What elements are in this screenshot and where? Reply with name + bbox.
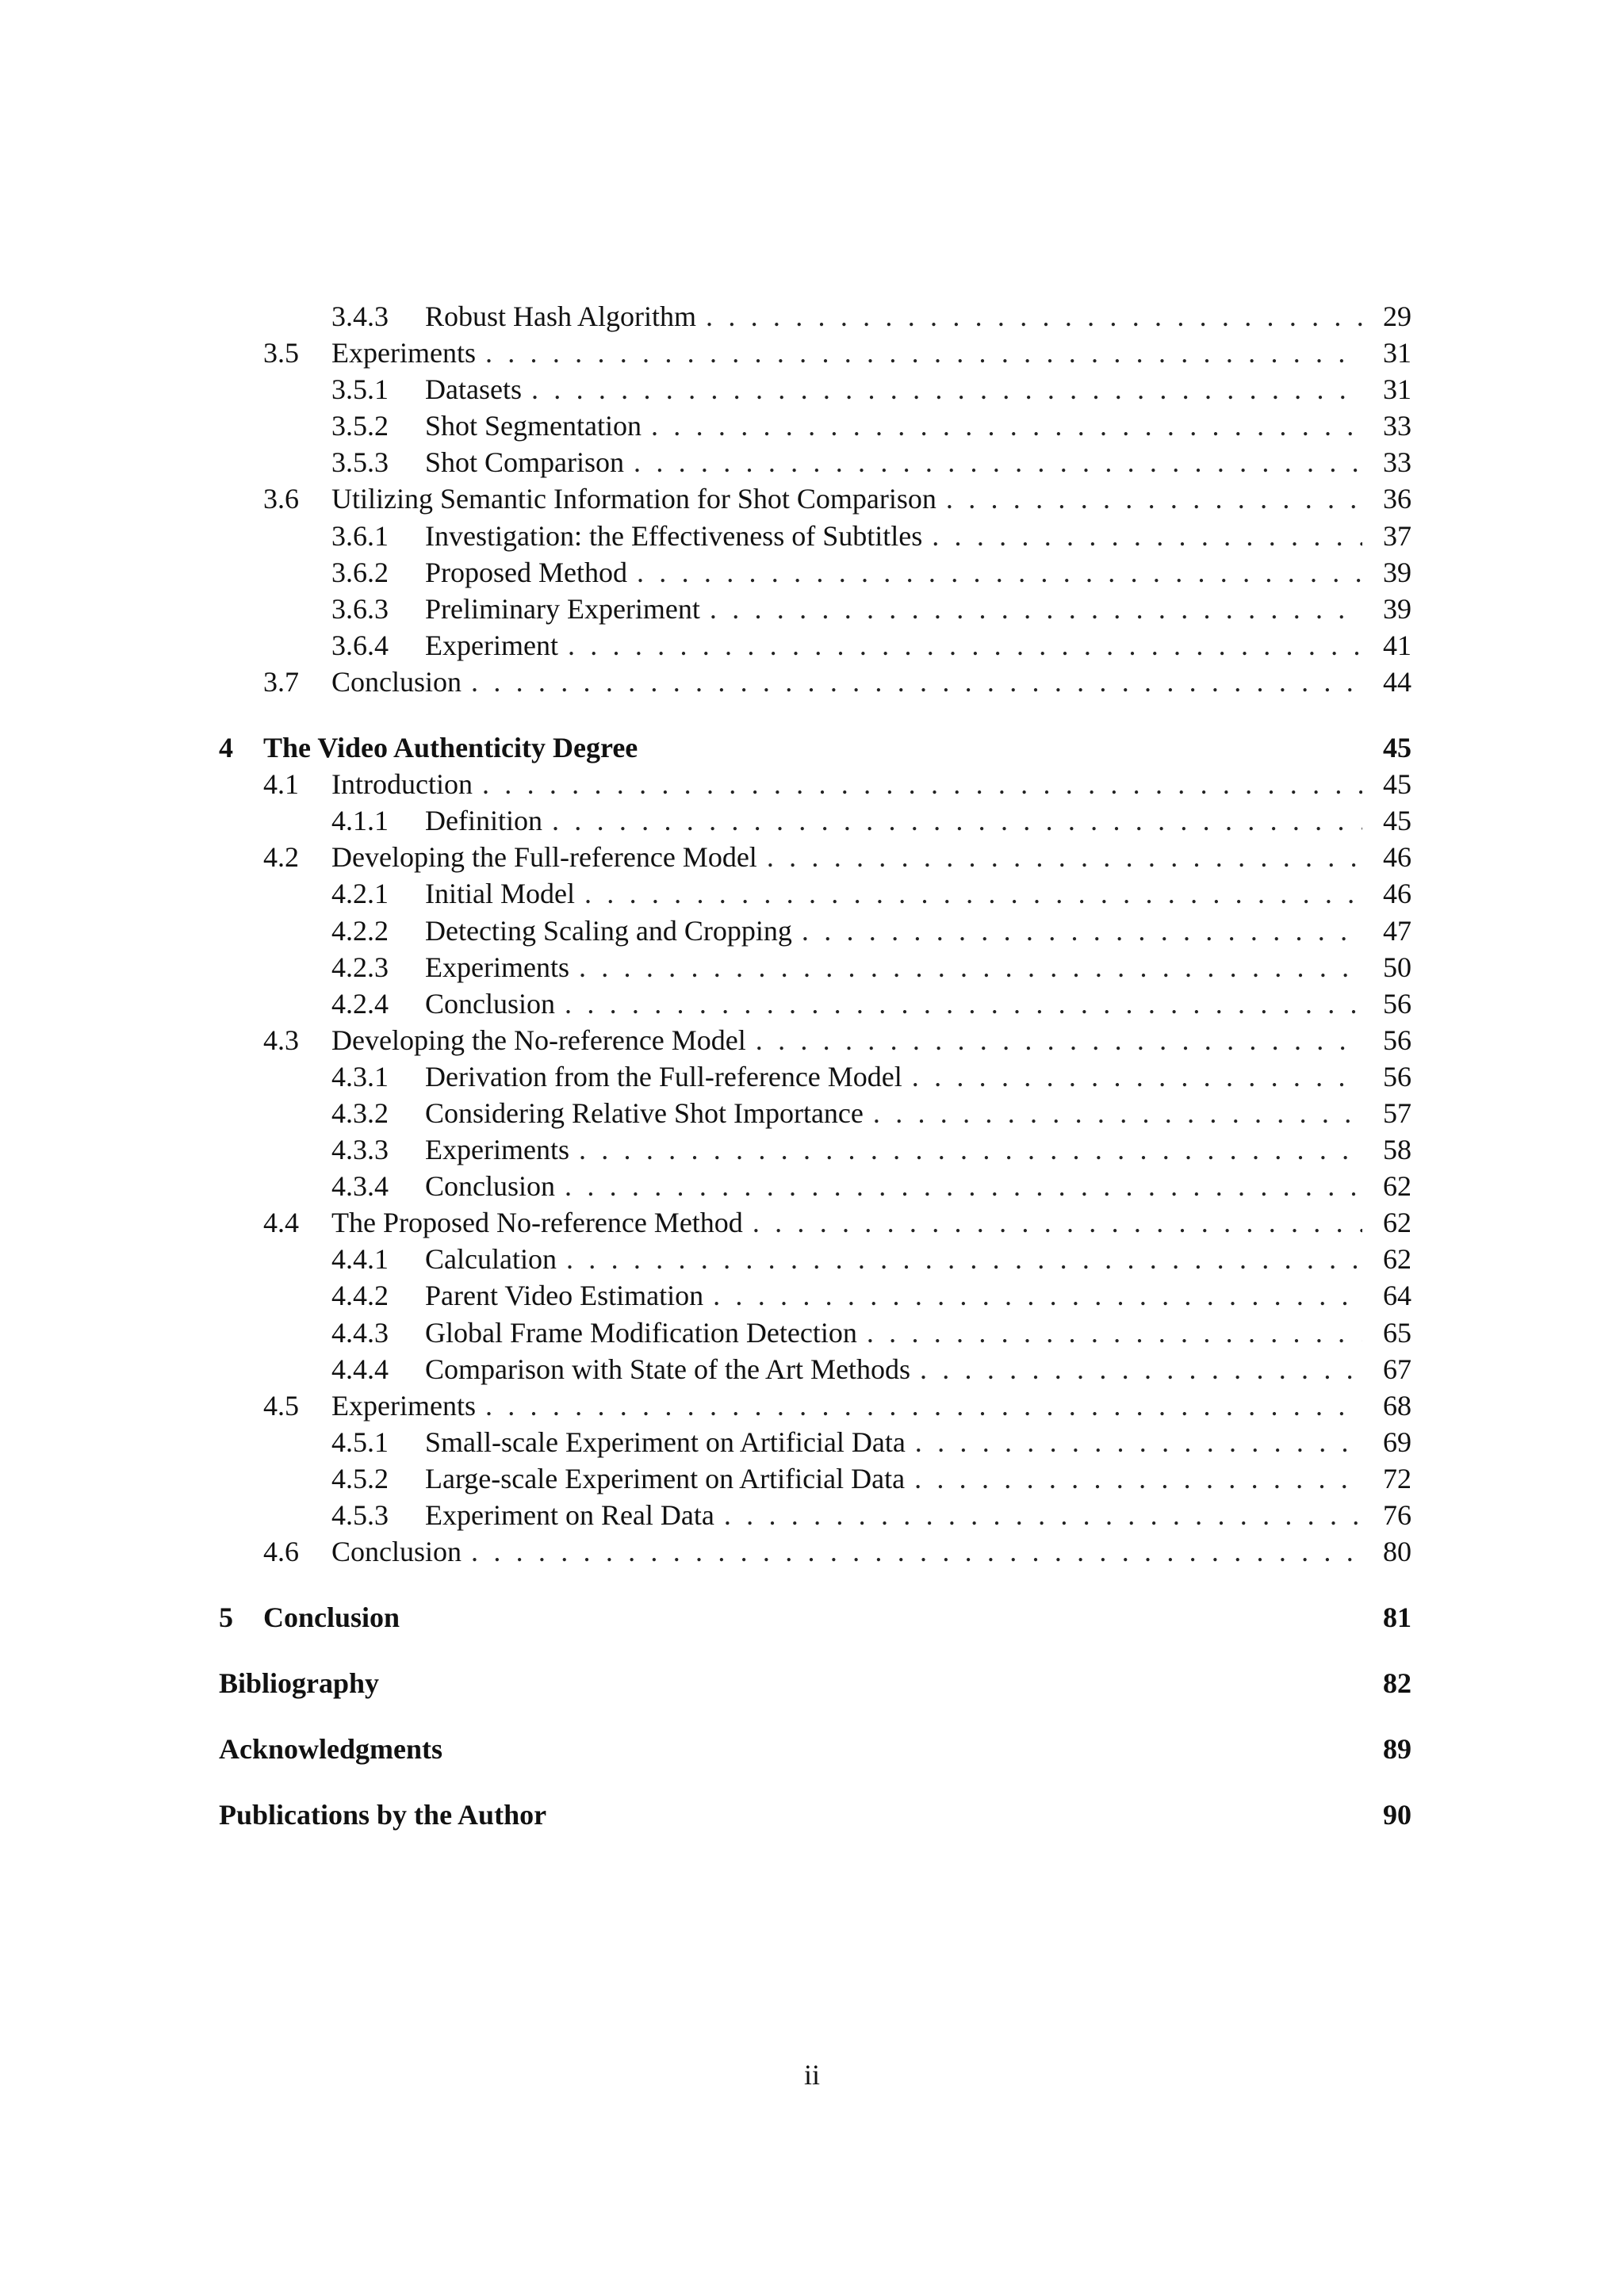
toc-entry[interactable] — [219, 298, 1411, 335]
toc-dot-leader — [710, 591, 1362, 627]
toc-entry[interactable] — [219, 1351, 1411, 1387]
toc-entry[interactable] — [219, 1095, 1411, 1131]
toc-chapter-entry[interactable] — [219, 1599, 1411, 1636]
toc-entry[interactable] — [219, 480, 1411, 517]
toc-entry-title: Global Frame Modification Detection — [425, 1316, 857, 1349]
toc-entry-page: 56 — [1383, 987, 1411, 1020]
toc-entry[interactable] — [219, 627, 1411, 664]
toc-entry-number: 4.1 — [263, 768, 299, 801]
toc-dot-leader — [566, 1241, 1362, 1277]
toc-entry-title: Experiments — [331, 1389, 476, 1422]
toc-dot-leader — [920, 1351, 1362, 1387]
toc-entry-number: 4.5.3 — [331, 1499, 389, 1531]
toc-dot-leader — [579, 949, 1362, 985]
toc-dot-leader — [651, 408, 1362, 444]
toc-entry-number: 4.5 — [263, 1389, 299, 1422]
toc-chapter-entry[interactable] — [219, 1665, 1411, 1701]
toc-entry-number: 3.6 — [263, 483, 299, 515]
toc-entry-number: 4.4.2 — [331, 1280, 389, 1312]
toc-entry-title: Datasets — [425, 373, 522, 406]
toc-entry[interactable] — [219, 1022, 1411, 1058]
toc-entry[interactable] — [219, 985, 1411, 1022]
toc-dot-leader — [584, 875, 1362, 912]
toc-entry-page: 46 — [1383, 878, 1411, 910]
toc-dot-leader — [565, 985, 1362, 1022]
toc-entry-page: 89 — [1383, 1733, 1411, 1766]
toc-entry-title: The Proposed No-reference Method — [331, 1207, 743, 1239]
toc-dot-leader — [713, 1277, 1362, 1314]
toc-entry-page: 33 — [1383, 410, 1411, 442]
toc-entry-title: Experiment on Real Data — [425, 1499, 714, 1531]
toc-dot-leader — [946, 480, 1362, 517]
toc-entry-page: 65 — [1383, 1316, 1411, 1349]
table-of-contents — [219, 298, 1411, 1834]
toc-entry-title: Shot Segmentation — [425, 410, 642, 442]
toc-entry-page: 62 — [1383, 1207, 1411, 1239]
toc-entry-number: 3.6.3 — [331, 592, 389, 625]
toc-entry-title: The Video Authenticity Degree — [263, 732, 638, 764]
toc-entry-number: 4.3.4 — [331, 1170, 389, 1203]
toc-entry[interactable] — [219, 1131, 1411, 1168]
toc-entry-number: 4.2.3 — [331, 951, 389, 983]
toc-dot-leader — [932, 518, 1362, 554]
toc-entry[interactable] — [219, 664, 1411, 700]
toc-entry-number: 4.2.2 — [331, 914, 389, 947]
toc-entry-title: Definition — [425, 805, 542, 837]
toc-dot-leader — [634, 444, 1362, 480]
toc-entry[interactable] — [219, 766, 1411, 802]
toc-entry-page: 45 — [1383, 768, 1411, 801]
toc-entry-page: 62 — [1383, 1170, 1411, 1203]
toc-entry-page: 90 — [1383, 1799, 1411, 1831]
toc-entry[interactable] — [219, 518, 1411, 554]
toc-entry[interactable] — [219, 913, 1411, 949]
toc-entry-page: 62 — [1383, 1243, 1411, 1276]
toc-entry[interactable] — [219, 1204, 1411, 1241]
toc-entry-title: Small-scale Experiment on Artificial Data — [425, 1425, 906, 1458]
toc-entry-title: Conclusion — [331, 665, 462, 698]
toc-entry-number: 4.2 — [263, 841, 299, 874]
toc-entry-title: Derivation from the Full-reference Model — [425, 1060, 902, 1093]
toc-entry-page: 76 — [1383, 1499, 1411, 1531]
toc-entry-number: 4.1.1 — [331, 805, 389, 837]
toc-entry-page: 46 — [1383, 841, 1411, 874]
toc-entry-number: 4.3.1 — [331, 1060, 389, 1093]
toc-entry-page: 36 — [1383, 483, 1411, 515]
toc-entry[interactable] — [219, 802, 1411, 839]
toc-dot-leader — [637, 554, 1362, 591]
toc-entry-title: Introduction — [331, 768, 473, 801]
toc-entry[interactable] — [219, 1497, 1411, 1533]
toc-dot-leader — [565, 1168, 1362, 1204]
toc-entry[interactable] — [219, 1058, 1411, 1095]
toc-entry-page: 45 — [1383, 732, 1411, 764]
toc-entry-title: Shot Comparison — [425, 446, 625, 479]
toc-dot-leader — [915, 1424, 1362, 1460]
toc-entry[interactable] — [219, 335, 1411, 371]
toc-dot-leader — [485, 335, 1362, 371]
toc-entry-title: Calculation — [425, 1243, 557, 1276]
toc-entry-page: 81 — [1383, 1601, 1411, 1634]
toc-entry-number: 3.4.3 — [331, 300, 389, 332]
toc-entry-number: 4.4 — [263, 1207, 299, 1239]
toc-dot-leader — [767, 839, 1362, 875]
toc-chapter-entry[interactable] — [219, 1731, 1411, 1767]
toc-entry-title: Developing the Full-reference Model — [331, 841, 757, 874]
toc-entry-title: Experiment — [425, 629, 558, 661]
toc-dot-leader — [867, 1314, 1362, 1351]
toc-dot-leader — [485, 1387, 1362, 1424]
toc-entry[interactable] — [219, 1424, 1411, 1460]
toc-entry-title: Acknowledgments — [219, 1733, 443, 1766]
toc-dot-leader — [706, 298, 1362, 335]
toc-entry-number: 3.6.4 — [331, 629, 389, 661]
toc-entry-number: 3.5.3 — [331, 446, 389, 479]
toc-entry-number: 4.3.2 — [331, 1096, 389, 1129]
toc-entry[interactable] — [219, 591, 1411, 627]
toc-entry-page: 44 — [1383, 665, 1411, 698]
toc-dot-leader — [531, 371, 1362, 408]
toc-entry-number: 5 — [219, 1601, 233, 1634]
toc-entry-page: 29 — [1383, 300, 1411, 332]
toc-entry-title: Experiments — [331, 337, 476, 369]
toc-entry-title: Utilizing Semantic Information for Shot Comparison — [331, 483, 936, 515]
toc-entry[interactable] — [219, 371, 1411, 408]
toc-entry-number: 3.7 — [263, 665, 299, 698]
toc-chapter-entry[interactable] — [219, 1797, 1411, 1833]
toc-entry-number: 4.4.4 — [331, 1353, 389, 1385]
toc-entry-page: 68 — [1383, 1389, 1411, 1422]
toc-entry-title: Experiments — [425, 951, 569, 983]
toc-entry-number: 4.2.1 — [331, 878, 389, 910]
toc-entry-page: 67 — [1383, 1353, 1411, 1385]
toc-entry-title: Conclusion — [331, 1536, 462, 1568]
toc-entry[interactable] — [219, 839, 1411, 875]
toc-dot-leader — [753, 1204, 1362, 1241]
toc-entry-page: 82 — [1383, 1667, 1411, 1700]
toc-dot-leader — [568, 627, 1362, 664]
toc-entry-title: Conclusion — [263, 1601, 400, 1634]
toc-entry[interactable] — [219, 408, 1411, 444]
toc-entry[interactable] — [219, 1168, 1411, 1204]
toc-entry-title: Preliminary Experiment — [425, 592, 700, 625]
toc-chapter-entry[interactable] — [219, 729, 1411, 766]
toc-entry-number: 4.5.1 — [331, 1425, 389, 1458]
toc-entry-page: 31 — [1383, 373, 1411, 406]
toc-entry-page: 37 — [1383, 519, 1411, 552]
toc-dot-leader — [471, 1533, 1362, 1570]
toc-entry-title: Large-scale Experiment on Artificial Data — [425, 1462, 906, 1494]
toc-entry-title: Conclusion — [425, 1170, 556, 1203]
toc-entry[interactable] — [219, 1460, 1411, 1497]
toc-dot-leader — [873, 1095, 1362, 1131]
toc-entry-page: 41 — [1383, 629, 1411, 661]
toc-entry[interactable] — [219, 444, 1411, 480]
toc-entry-title: Parent Video Estimation — [425, 1280, 704, 1312]
toc-entry-page: 50 — [1383, 951, 1411, 983]
toc-dot-leader — [756, 1022, 1362, 1058]
toc-entry-page: 31 — [1383, 337, 1411, 369]
toc-dot-leader — [552, 802, 1362, 839]
page-number: ii — [803, 2059, 820, 2091]
toc-entry-title: Proposed Method — [425, 556, 627, 588]
toc-entry-page: 56 — [1383, 1024, 1411, 1056]
toc-entry-number: 4.3 — [263, 1024, 299, 1056]
toc-dot-leader — [579, 1131, 1362, 1168]
toc-entry[interactable] — [219, 554, 1411, 591]
toc-entry-title: Detecting Scaling and Cropping — [425, 914, 792, 947]
toc-entry-title: Bibliography — [219, 1667, 380, 1700]
toc-entry-page: 58 — [1383, 1134, 1411, 1166]
toc-entry[interactable] — [219, 1277, 1411, 1314]
toc-dot-leader — [912, 1058, 1362, 1095]
toc-entry-number: 3.5.1 — [331, 373, 389, 406]
toc-entry-title: Conclusion — [425, 987, 556, 1020]
toc-entry-number: 4 — [219, 732, 233, 764]
toc-entry-page: 72 — [1383, 1462, 1411, 1494]
toc-dot-leader — [914, 1460, 1362, 1497]
toc-entry-number: 3.6.2 — [331, 556, 389, 588]
toc-dot-leader — [482, 766, 1362, 802]
toc-entry-number: 3.5.2 — [331, 410, 389, 442]
toc-entry[interactable] — [219, 875, 1411, 912]
toc-entry[interactable] — [219, 1387, 1411, 1424]
toc-entry-title: Considering Relative Shot Importance — [425, 1096, 864, 1129]
toc-entry-page: 45 — [1383, 805, 1411, 837]
toc-entry-page: 64 — [1383, 1280, 1411, 1312]
toc-entry-page: 33 — [1383, 446, 1411, 479]
toc-entry-title: Developing the No-reference Model — [331, 1024, 746, 1056]
toc-entry[interactable] — [219, 1533, 1411, 1570]
toc-entry-page: 39 — [1383, 592, 1411, 625]
toc-entry-number: 3.6.1 — [331, 519, 389, 552]
toc-entry-number: 4.6 — [263, 1536, 299, 1568]
toc-entry-number: 3.5 — [263, 337, 299, 369]
toc-entry-title: Initial Model — [425, 878, 575, 910]
toc-entry-number: 4.4.3 — [331, 1316, 389, 1349]
toc-entry-title: Experiments — [425, 1134, 569, 1166]
toc-dot-leader — [802, 913, 1362, 949]
toc-dot-leader — [471, 664, 1362, 700]
toc-entry-title: Investigation: the Effectiveness of Subtitles — [425, 519, 923, 552]
toc-entry[interactable] — [219, 1241, 1411, 1277]
toc-entry-title: Robust Hash Algorithm — [425, 300, 697, 332]
toc-entry-number: 4.4.1 — [331, 1243, 389, 1276]
toc-entry-number: 4.2.4 — [331, 987, 389, 1020]
toc-entry-page: 80 — [1383, 1536, 1411, 1568]
toc-entry[interactable] — [219, 1314, 1411, 1351]
toc-entry-page: 69 — [1383, 1425, 1411, 1458]
toc-entry-page: 47 — [1383, 914, 1411, 947]
toc-entry-page: 57 — [1383, 1096, 1411, 1129]
toc-entry-title: Comparison with State of the Art Methods — [425, 1353, 910, 1385]
toc-entry-page: 39 — [1383, 556, 1411, 588]
toc-entry[interactable] — [219, 949, 1411, 985]
toc-entry-title: Publications by the Author — [219, 1799, 547, 1831]
toc-dot-leader — [724, 1497, 1362, 1533]
toc-entry-number: 4.5.2 — [331, 1462, 389, 1494]
toc-entry-number: 4.3.3 — [331, 1134, 389, 1166]
toc-entry-page: 56 — [1383, 1060, 1411, 1093]
